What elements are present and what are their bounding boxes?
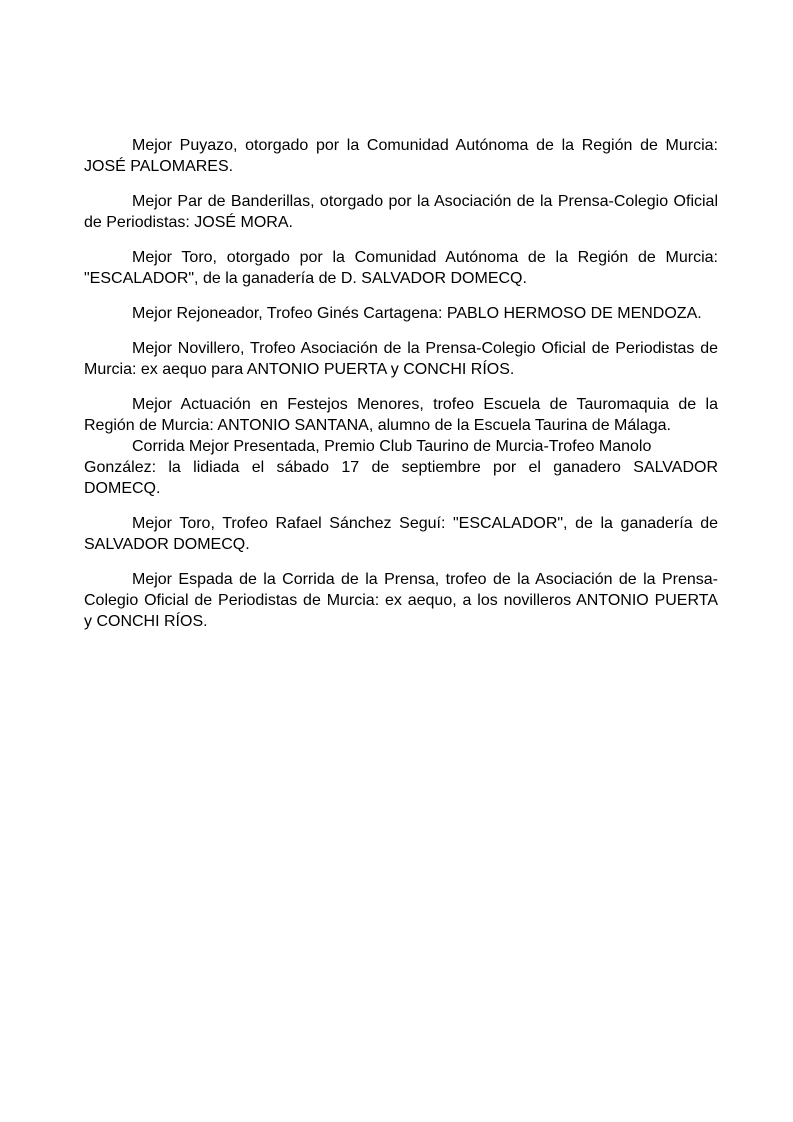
paragraph-corrida-mejor-presentada xyxy=(84,436,718,499)
text-line: DOMECQ. xyxy=(84,480,161,497)
text-line: Mejor Toro, Trofeo Rafael Sánchez Seguí: "ESCALADOR", de la ganadería de xyxy=(132,515,718,532)
paragraph-mejor-par-banderillas xyxy=(84,191,718,233)
text-line: "ESCALADOR", de la ganadería de D. SALVADOR DOMECQ. xyxy=(84,270,527,287)
text-line: y CONCHI RÍOS. xyxy=(84,613,208,630)
paragraph-mejor-actuacion-festejos xyxy=(84,394,718,436)
text-line: Mejor Par de Banderillas, otorgado por la Asociación de la Prensa-Colegio Oficial xyxy=(132,193,718,210)
text-line: Mejor Toro, otorgado por la Comunidad Autónoma de la Región de Murcia: xyxy=(132,249,718,266)
text-line: de Periodistas: JOSÉ MORA. xyxy=(84,214,293,231)
text-line: Mejor Espada de la Corrida de la Prensa, trofeo de la Asociación de la Prensa- xyxy=(132,571,718,588)
paragraph-mejor-toro-sanchez-segui xyxy=(84,513,718,555)
paragraph-mejor-puyazo xyxy=(84,135,718,177)
text-line: González: la lidiada el sábado 17 de septiembre por el ganadero SALVADOR xyxy=(84,459,718,476)
text-line: Mejor Novillero, Trofeo Asociación de la Prensa-Colegio Oficial de Periodistas de xyxy=(132,340,718,357)
text-line: Corrida Mejor Presentada, Premio Club Taurino de Murcia-Trofeo Manolo xyxy=(132,438,652,455)
text-line: Mejor Rejoneador, Trofeo Ginés Cartagena: PABLO HERMOSO DE MENDOZA. xyxy=(132,305,702,322)
text-line: SALVADOR DOMECQ. xyxy=(84,536,250,553)
paragraph-mejor-espada xyxy=(84,569,718,632)
text-line: Mejor Actuación en Festejos Menores, trofeo Escuela de Tauromaquia de la xyxy=(132,396,718,413)
text-line: Mejor Puyazo, otorgado por la Comunidad Autónoma de la Región de Murcia: xyxy=(132,137,718,154)
paragraph-mejor-toro-comunidad xyxy=(84,247,718,289)
paragraph-mejor-rejoneador xyxy=(84,303,718,324)
paragraph-mejor-novillero xyxy=(84,338,718,380)
document-text-block xyxy=(84,135,718,646)
text-line: Región de Murcia: ANTONIO SANTANA, alumno de la Escuela Taurina de Málaga. xyxy=(84,417,671,434)
text-line: Colegio Oficial de Periodistas de Murcia: ex aequo, a los novilleros ANTONIO PUERTA xyxy=(84,592,718,609)
text-line: Murcia: ex aequo para ANTONIO PUERTA y CONCHI RÍOS. xyxy=(84,361,515,378)
text-line: JOSÉ PALOMARES. xyxy=(84,158,234,175)
